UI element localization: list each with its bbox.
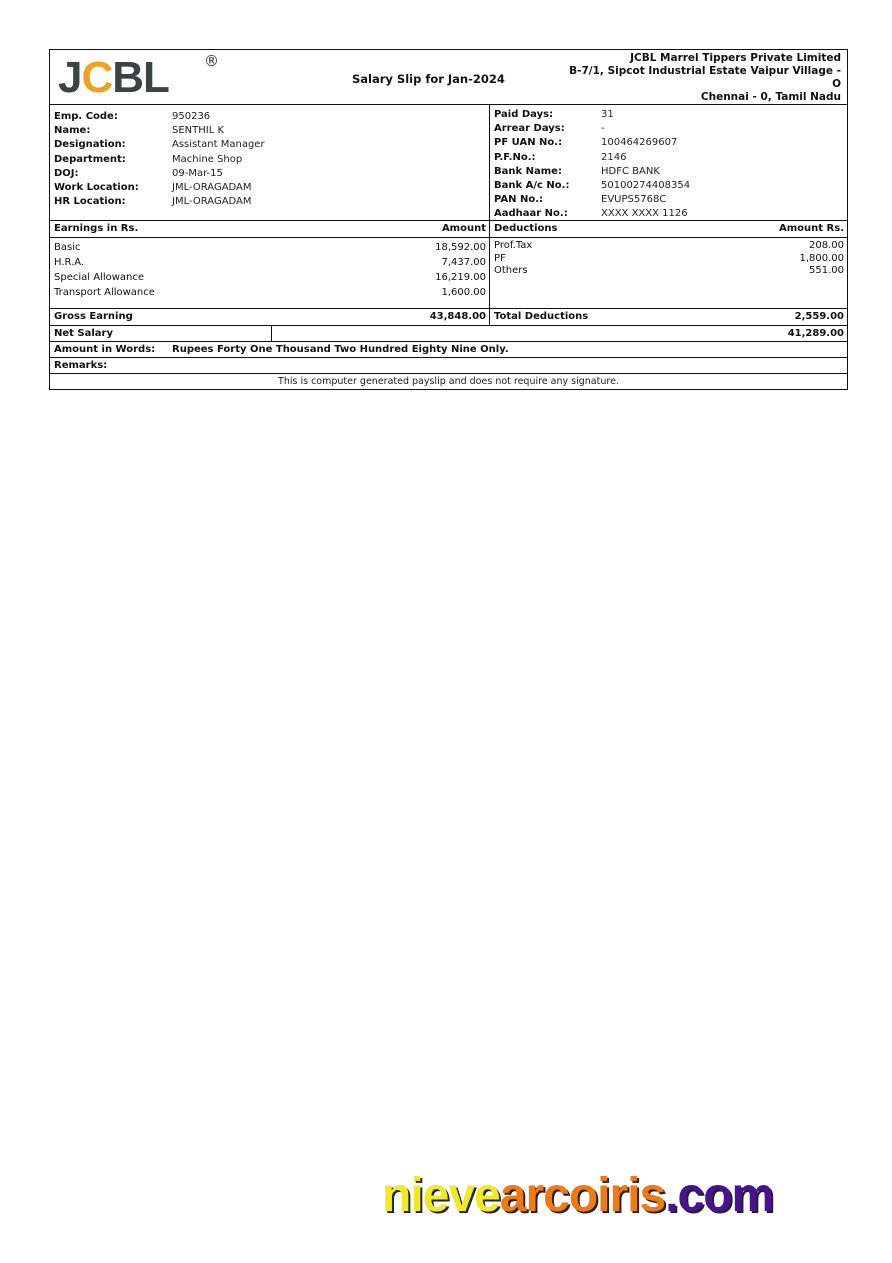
company-logo <box>58 52 219 102</box>
earning-amount: 1,600.00 <box>441 287 486 298</box>
field-value: 31 <box>601 109 614 120</box>
earning-row <box>54 255 486 270</box>
gross-earning-amount: 43,848.00 <box>429 311 486 322</box>
logo-letter-c: C <box>81 53 113 102</box>
earning-label: Basic <box>54 242 81 253</box>
earnings-header <box>50 221 490 237</box>
field-pan <box>494 193 843 207</box>
field-label: P.F.No.: <box>494 151 536 163</box>
amount-in-words-value: Rupees Forty One Thousand Two Hundred Eighty Nine Only. <box>172 344 509 355</box>
field-bank-name <box>494 165 843 179</box>
field-value: JML-ORAGADAM <box>172 196 252 208</box>
field-label: Bank A/c No.: <box>494 180 570 192</box>
watermark-part2: arcoiris <box>499 1169 666 1222</box>
total-deductions-amount: 2,559.00 <box>794 311 844 322</box>
footer-note: This is computer generated payslip and does not require any signature. <box>278 376 619 387</box>
field-doj <box>54 167 485 181</box>
employee-details <box>50 105 490 220</box>
deduction-label: PF <box>494 252 506 264</box>
page-title: Salary Slip for Jan-2024 <box>352 72 505 86</box>
total-deductions-label: Total Deductions <box>494 311 589 322</box>
field-value: Machine Shop <box>172 153 243 165</box>
gross-earning <box>50 309 490 325</box>
field-label: Emp. Code: <box>54 111 118 122</box>
footer-note-row <box>50 374 847 389</box>
net-salary-label: Net Salary <box>50 326 272 341</box>
field-value: 100464269607 <box>601 137 678 149</box>
field-label: Work Location: <box>54 182 139 194</box>
field-value: 50100274408354 <box>601 180 691 192</box>
field-pf-uan <box>494 136 843 150</box>
field-label: Bank Name: <box>494 165 562 177</box>
field-designation <box>54 138 485 152</box>
field-label: Arrear Days: <box>494 123 565 135</box>
company-address-line3: Chennai - 0, Tamil Nadu <box>700 91 841 103</box>
watermark-part3: .com <box>665 1169 774 1222</box>
gross-earning-label: Gross Earning <box>54 311 133 322</box>
field-label: Name: <box>54 125 91 137</box>
field-value: Assistant Manager <box>172 139 265 151</box>
field-label: HR Location: <box>54 196 126 208</box>
field-name <box>54 124 485 138</box>
account-details <box>490 105 847 220</box>
company-address-line2: O <box>832 78 841 90</box>
field-value: SENTHIL K <box>172 125 225 137</box>
deduction-amount: 1,800.00 <box>799 252 844 264</box>
deductions-header-label: Deductions <box>494 223 558 234</box>
deductions-header-amount: Amount Rs. <box>779 223 844 234</box>
field-value: 950236 <box>172 111 211 122</box>
slip-header <box>50 50 847 105</box>
field-label: DOJ: <box>54 167 79 179</box>
field-value: JML-ORAGADAM <box>172 182 252 194</box>
amount-in-words-row <box>50 342 847 358</box>
earning-amount: 16,219.00 <box>435 272 486 283</box>
watermark-logo <box>382 1166 773 1226</box>
salary-slip <box>49 49 848 390</box>
field-label: PF UAN No.: <box>494 137 563 149</box>
field-department <box>54 153 485 167</box>
deduction-row <box>494 240 844 253</box>
field-label: PAN No.: <box>494 194 544 206</box>
field-label: Paid Days: <box>494 109 554 120</box>
earnings-header-label: Earnings in Rs. <box>54 223 139 234</box>
amount-in-words-label: Amount in Words: <box>54 344 156 355</box>
totals-row <box>50 309 847 326</box>
logo-wordmark <box>58 53 169 102</box>
net-salary-row <box>50 326 847 342</box>
field-value: XXXX XXXX 1126 <box>601 208 688 220</box>
earning-label: Transport Allowance <box>54 287 155 298</box>
company-address-line1: B-7/1, Sipcot Industrial Estate Vaipur Village - <box>569 65 841 77</box>
company-address <box>551 52 841 104</box>
field-value: 2146 <box>601 151 627 163</box>
earning-row <box>54 285 486 300</box>
earning-row <box>54 240 486 255</box>
logo-letters-bl: BL <box>112 53 169 102</box>
earnings-header-amount: Amount <box>441 223 486 234</box>
field-emp-code <box>54 110 485 124</box>
field-bank-account <box>494 179 843 193</box>
total-deductions <box>490 309 847 325</box>
deduction-amount: 551.00 <box>809 265 844 276</box>
employee-info-section <box>50 105 847 221</box>
field-value: EVUPS5768C <box>601 194 667 206</box>
deductions-list <box>490 238 847 308</box>
field-arrear-days <box>494 122 843 136</box>
field-paid-days <box>494 108 843 122</box>
field-label: Designation: <box>54 139 126 151</box>
logo-letter-j: J <box>58 53 82 102</box>
field-work-location <box>54 181 485 195</box>
field-hr-location <box>54 195 485 209</box>
earning-amount: 7,437.00 <box>441 257 486 268</box>
field-aadhaar <box>494 207 843 221</box>
deduction-label: Others <box>494 265 528 276</box>
earning-row <box>54 270 486 285</box>
field-label: Department: <box>54 153 126 165</box>
earning-label: Special Allowance <box>54 272 145 283</box>
remarks-row <box>50 358 847 374</box>
earnings-deductions-header <box>50 221 847 238</box>
deduction-row <box>494 253 844 266</box>
net-salary-amount: 41,289.00 <box>787 328 844 339</box>
deduction-amount: 208.00 <box>809 240 844 251</box>
field-value: 09-Mar-15 <box>172 167 223 179</box>
company-name: JCBL Marrel Tippers Private Limited <box>630 52 841 64</box>
deductions-header <box>490 221 847 237</box>
deduction-row <box>494 265 844 278</box>
field-pf-no <box>494 151 843 165</box>
field-label: Aadhaar No.: <box>494 208 568 220</box>
earnings-deductions-items <box>50 238 847 309</box>
field-value: HDFC BANK <box>601 165 660 177</box>
deduction-label: Prof.Tax <box>494 240 533 251</box>
registered-mark-icon: ® <box>204 52 219 70</box>
earnings-list <box>50 238 490 308</box>
earning-label: H.R.A. <box>54 257 85 268</box>
remarks-label: Remarks: <box>54 360 108 371</box>
earning-amount: 18,592.00 <box>435 242 486 253</box>
field-value: - <box>601 123 605 135</box>
watermark-part1: nieve <box>382 1169 500 1222</box>
